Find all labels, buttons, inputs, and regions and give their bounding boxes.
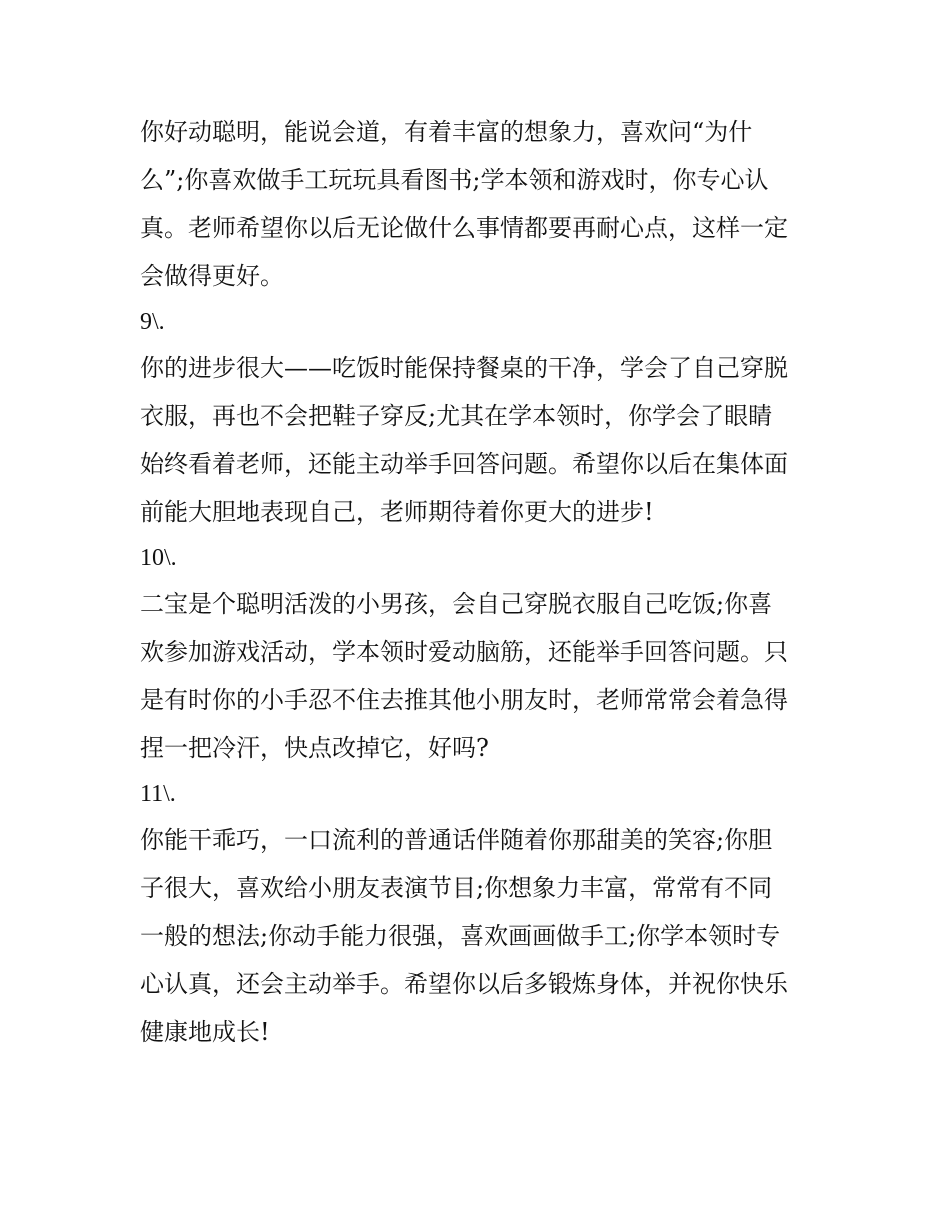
paragraph-line: 么”;你喜欢做手工玩玩具看图书;学本领和游戏时，你专心认	[140, 166, 769, 194]
paragraph-line: 捏一把冷汗，快点改掉它，好吗?	[140, 734, 489, 762]
paragraph-line: 你好动聪明，能说会道，有着丰富的想象力，喜欢问“为什	[140, 118, 753, 146]
comment-section	[140, 772, 820, 1056]
paragraph-line: 你能干乖巧，一口流利的普通话伴随着你那甜美的笑容;你胆	[140, 826, 773, 854]
section-number: 10\.	[140, 545, 177, 571]
section-number: 11\.	[140, 781, 176, 807]
paragraph-line: 欢参加游戏活动，学本领时爱动脑筋，还能举手回答问题。只	[140, 638, 788, 666]
paragraph-line: 你的进步很大——吃饭时能保持餐桌的干净，学会了自己穿脱	[140, 354, 788, 382]
paragraph-line: 子很大，喜欢给小朋友表演节目;你想象力丰富，常常有不同	[140, 874, 773, 902]
paragraph-line: 会做得更好。	[140, 262, 284, 290]
comment-section	[140, 300, 820, 536]
paragraph-line: 衣服，再也不会把鞋子穿反;尤其在学本领时，你学会了眼睛	[140, 402, 773, 430]
comment-section	[140, 536, 820, 772]
document-body	[140, 108, 820, 1056]
paragraph-line: 一般的想法;你动手能力很强，喜欢画画做手工;你学本领时专	[140, 922, 781, 950]
paragraph-line: 健康地成长!	[140, 1018, 270, 1046]
paragraph-line: 是有时你的小手忍不住去推其他小朋友时，老师常常会着急得	[140, 686, 788, 714]
paragraph-line: 二宝是个聪明活泼的小男孩，会自己穿脱衣服自己吃饭;你喜	[140, 590, 773, 618]
section-number: 9\.	[140, 309, 165, 335]
comment-section	[140, 108, 820, 300]
paragraph-line: 心认真，还会主动举手。希望你以后多锻炼身体，并祝你快乐	[140, 970, 788, 998]
paragraph-line: 真。老师希望你以后无论做什么事情都要再耐心点，这样一定	[140, 214, 788, 242]
paragraph-line: 前能大胆地表现自己，老师期待着你更大的进步!	[140, 498, 654, 526]
paragraph-line: 始终看着老师，还能主动举手回答问题。希望你以后在集体面	[140, 450, 788, 478]
